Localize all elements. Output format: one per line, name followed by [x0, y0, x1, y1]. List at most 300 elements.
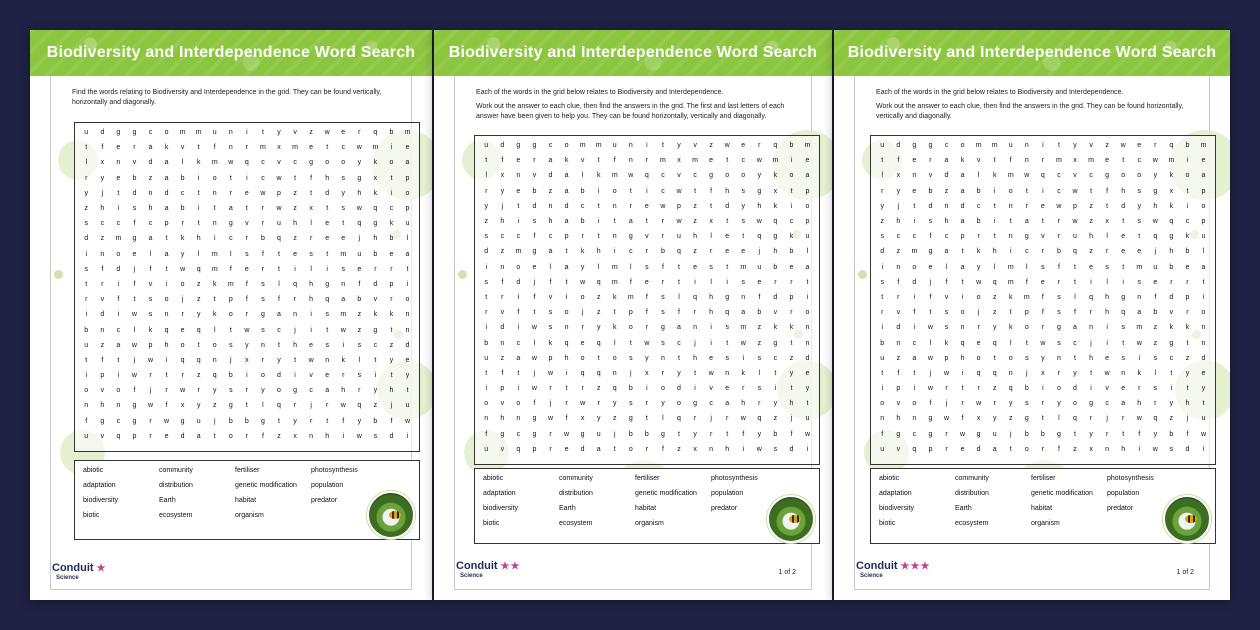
grid-letter[interactable]: w — [131, 372, 137, 380]
grid-letter[interactable]: w — [1200, 430, 1207, 438]
grid-letter[interactable]: r — [261, 205, 265, 213]
grid-letter[interactable]: y — [741, 202, 745, 210]
grid-letter[interactable]: e — [928, 263, 933, 271]
grid-letter[interactable]: e — [805, 369, 810, 377]
grid-letter[interactable]: k — [196, 159, 201, 167]
grid-letter[interactable]: i — [1138, 445, 1141, 453]
grid-letter[interactable]: h — [148, 205, 153, 213]
grid-letter[interactable]: t — [1202, 400, 1205, 408]
grid-letter[interactable]: a — [741, 309, 746, 317]
grid-letter[interactable]: y — [1041, 354, 1045, 362]
grid-letter[interactable]: g — [1056, 324, 1061, 332]
grid-letter[interactable]: t — [406, 265, 409, 273]
grid-letter[interactable]: o — [564, 309, 569, 317]
grid-letter[interactable]: j — [181, 296, 184, 304]
grid-letter[interactable]: y — [213, 387, 217, 395]
grid-letter[interactable]: b — [389, 129, 394, 137]
grid-letter[interactable]: y — [773, 400, 778, 408]
grid-letter[interactable]: h — [325, 432, 330, 440]
grid-letter[interactable]: o — [1008, 187, 1013, 195]
grid-letter[interactable]: g — [260, 417, 265, 425]
grid-letter[interactable]: h — [1089, 233, 1094, 241]
grid-letter[interactable]: b — [1185, 142, 1190, 150]
grid-letter[interactable]: k — [992, 172, 997, 180]
grid-letter[interactable]: t — [245, 402, 248, 410]
grid-letter[interactable]: w — [1136, 339, 1142, 347]
grid-letter[interactable]: w — [276, 205, 282, 213]
grid-letter[interactable]: w — [756, 445, 762, 453]
grid-letter[interactable]: o — [405, 189, 410, 197]
grid-letter[interactable]: v — [645, 233, 649, 241]
grid-letter[interactable]: r — [581, 233, 584, 241]
grid-letter[interactable]: d — [960, 202, 965, 210]
grid-letter[interactable]: e — [960, 445, 965, 453]
grid-letter[interactable]: r — [661, 278, 665, 286]
grid-letter[interactable]: c — [1025, 248, 1029, 256]
grid-letter[interactable]: r — [181, 372, 184, 380]
grid-letter[interactable]: n — [405, 326, 410, 334]
grid-letter[interactable]: l — [149, 250, 152, 258]
grid-letter[interactable]: e — [805, 157, 810, 165]
grid-letter[interactable]: n — [896, 339, 901, 347]
grid-letter[interactable]: g — [373, 220, 378, 228]
grid-letter[interactable]: i — [197, 174, 200, 182]
grid-letter[interactable]: n — [880, 415, 885, 423]
grid-letter[interactable]: d — [100, 129, 105, 137]
grid-letter[interactable]: e — [912, 157, 917, 165]
grid-letter[interactable]: f — [533, 233, 536, 241]
grid-letter[interactable]: b — [628, 430, 633, 438]
grid-letter[interactable]: j — [929, 278, 932, 286]
grid-letter[interactable]: n — [516, 415, 521, 423]
grid-letter[interactable]: i — [117, 205, 120, 213]
grid-letter[interactable]: p — [896, 385, 901, 393]
grid-letter[interactable]: u — [484, 354, 489, 362]
grid-letter[interactable]: t — [1009, 445, 1012, 453]
grid-letter[interactable]: t — [645, 415, 648, 423]
grid-letter[interactable]: m — [1023, 293, 1030, 301]
grid-letter[interactable]: b — [789, 142, 794, 150]
grid-letter[interactable]: e — [725, 233, 730, 241]
grid-letter[interactable]: r — [549, 445, 552, 453]
grid-letter[interactable]: x — [245, 356, 249, 364]
grid-letter[interactable]: q — [677, 415, 681, 423]
grid-letter[interactable]: r — [961, 400, 964, 408]
grid-letter[interactable]: l — [1202, 248, 1205, 256]
grid-letter[interactable]: u — [1008, 142, 1013, 150]
grid-letter[interactable]: r — [726, 415, 729, 423]
grid-letter[interactable]: k — [1185, 233, 1190, 241]
grid-letter[interactable]: f — [165, 402, 168, 410]
grid-letter[interactable]: l — [613, 339, 616, 347]
grid-letter[interactable]: t — [85, 280, 88, 288]
grid-letter[interactable]: f — [1025, 278, 1028, 286]
grid-letter[interactable]: q — [960, 339, 965, 347]
grid-letter[interactable]: e — [789, 263, 794, 271]
grid-letter[interactable]: p — [789, 293, 794, 301]
grid-letter[interactable]: t — [85, 356, 88, 364]
grid-letter[interactable]: d — [1185, 445, 1190, 453]
grid-letter[interactable]: h — [164, 341, 169, 349]
grid-letter[interactable]: j — [230, 356, 232, 364]
grid-letter[interactable]: i — [342, 432, 345, 440]
grid-letter[interactable]: b — [976, 187, 981, 195]
grid-letter[interactable]: g — [928, 248, 933, 256]
grid-letter[interactable]: s — [229, 341, 233, 349]
grid-letter[interactable]: a — [628, 218, 633, 226]
grid-letter[interactable]: c — [516, 430, 521, 438]
grid-letter[interactable]: w — [927, 324, 933, 332]
grid-letter[interactable]: w — [131, 311, 137, 319]
grid-letter[interactable]: s — [1121, 354, 1125, 362]
grid-letter[interactable]: c — [896, 233, 901, 241]
grid-letter[interactable]: i — [646, 142, 648, 150]
grid-letter[interactable]: q — [596, 339, 601, 347]
grid-letter[interactable]: s — [341, 174, 345, 182]
grid-letter[interactable]: o — [960, 142, 965, 150]
grid-letter[interactable]: t — [961, 385, 964, 393]
grid-letter[interactable]: g — [293, 387, 298, 395]
grid-letter[interactable]: k — [1137, 369, 1141, 377]
grid-letter[interactable]: m — [804, 142, 811, 150]
grid-letter[interactable]: o — [389, 159, 394, 167]
grid-letter[interactable]: f — [1057, 263, 1060, 271]
grid-letter[interactable]: g — [1169, 339, 1174, 347]
grid-letter[interactable]: a — [1121, 400, 1126, 408]
grid-letter[interactable]: r — [149, 372, 152, 380]
grid-letter[interactable]: r — [945, 430, 948, 438]
grid-letter[interactable]: h — [341, 387, 346, 395]
grid-letter[interactable]: a — [228, 205, 233, 213]
grid-letter[interactable]: f — [101, 265, 104, 273]
grid-letter[interactable]: j — [581, 309, 584, 317]
grid-letter[interactable]: r — [390, 265, 393, 273]
grid-letter[interactable]: b — [1153, 309, 1158, 317]
grid-letter[interactable]: p — [677, 202, 681, 210]
grid-letter[interactable]: w — [580, 278, 586, 286]
grid-letter[interactable]: b — [389, 235, 394, 243]
grid-letter[interactable]: l — [710, 233, 712, 241]
grid-letter[interactable]: f — [1041, 293, 1044, 301]
grid-letter[interactable]: p — [928, 445, 933, 453]
grid-letter[interactable]: m — [211, 159, 218, 167]
grid-letter[interactable]: q — [644, 172, 649, 180]
grid-letter[interactable]: i — [197, 205, 200, 213]
grid-letter[interactable]: u — [612, 142, 617, 150]
grid-letter[interactable]: l — [485, 172, 488, 180]
grid-letter[interactable]: f — [342, 417, 345, 425]
grid-letter[interactable]: i — [913, 385, 916, 393]
grid-letter[interactable]: y — [277, 129, 281, 137]
grid-letter[interactable]: q — [677, 248, 681, 256]
grid-letter[interactable]: r — [993, 400, 996, 408]
grid-letter[interactable]: t — [790, 187, 793, 195]
grid-letter[interactable]: t — [993, 233, 996, 241]
grid-letter[interactable]: p — [960, 233, 965, 241]
grid-letter[interactable]: c — [229, 235, 233, 243]
grid-letter[interactable]: j — [133, 265, 136, 273]
grid-letter[interactable]: n — [1024, 142, 1029, 150]
grid-letter[interactable]: n — [612, 233, 617, 241]
grid-letter[interactable]: w — [943, 369, 950, 377]
grid-letter[interactable]: a — [148, 235, 153, 243]
grid-letter[interactable]: e — [741, 248, 746, 256]
grid-letter[interactable]: q — [612, 385, 617, 393]
grid-letter[interactable]: h — [100, 205, 105, 213]
grid-letter[interactable]: l — [85, 159, 88, 167]
grid-letter[interactable]: t — [790, 385, 793, 393]
grid-letter[interactable]: f — [533, 400, 536, 408]
grid-letter[interactable]: k — [341, 356, 345, 364]
grid-letter[interactable]: m — [1056, 157, 1062, 165]
grid-letter[interactable]: c — [100, 220, 105, 228]
grid-letter[interactable]: l — [549, 263, 552, 271]
grid-letter[interactable]: t — [133, 296, 136, 304]
grid-letter[interactable]: g — [532, 142, 537, 150]
grid-letter[interactable]: y — [1201, 385, 1206, 393]
grid-letter[interactable]: g — [532, 430, 537, 438]
grid-letter[interactable]: h — [1121, 445, 1126, 453]
grid-letter[interactable]: i — [165, 280, 168, 288]
grid-letter[interactable]: x — [500, 172, 505, 180]
grid-letter[interactable]: j — [533, 369, 536, 377]
grid-letter[interactable]: s — [84, 220, 88, 228]
grid-letter[interactable]: r — [1041, 248, 1045, 256]
grid-letter[interactable]: d — [180, 432, 185, 440]
grid-letter[interactable]: u — [84, 129, 89, 137]
grid-letter[interactable]: n — [1137, 293, 1142, 301]
grid-letter[interactable]: h — [357, 189, 362, 197]
grid-letter[interactable]: k — [373, 189, 378, 197]
grid-letter[interactable]: c — [180, 189, 185, 197]
grid-letter[interactable]: i — [913, 324, 916, 332]
grid-letter[interactable]: g — [1024, 415, 1029, 423]
grid-letter[interactable]: t — [726, 218, 729, 226]
grid-letter[interactable]: l — [1154, 369, 1157, 377]
grid-letter[interactable]: y — [357, 159, 362, 167]
grid-letter[interactable]: i — [1106, 324, 1108, 332]
grid-letter[interactable]: e — [1153, 278, 1158, 286]
grid-letter[interactable]: o — [228, 311, 233, 319]
grid-letter[interactable]: r — [501, 293, 504, 301]
grid-letter[interactable]: e — [309, 144, 314, 152]
grid-letter[interactable]: q — [757, 415, 762, 423]
grid-letter[interactable]: m — [772, 157, 779, 165]
grid-letter[interactable]: t — [278, 250, 280, 258]
grid-letter[interactable]: t — [485, 157, 488, 165]
grid-letter[interactable]: m — [692, 157, 698, 165]
grid-letter[interactable]: b — [228, 417, 233, 425]
grid-letter[interactable]: t — [117, 356, 120, 364]
grid-letter[interactable]: w — [1024, 172, 1030, 180]
grid-letter[interactable]: r — [261, 356, 265, 364]
grid-letter[interactable]: r — [181, 311, 184, 319]
grid-letter[interactable]: r — [165, 387, 168, 395]
grid-letter[interactable]: i — [710, 339, 712, 347]
grid-letter[interactable]: p — [1201, 187, 1206, 195]
grid-letter[interactable]: h — [960, 354, 965, 362]
grid-letter[interactable]: j — [977, 309, 980, 317]
grid-letter[interactable]: z — [1153, 324, 1158, 332]
grid-letter[interactable]: u — [196, 417, 201, 425]
grid-letter[interactable]: r — [245, 144, 249, 152]
grid-letter[interactable]: r — [1105, 248, 1109, 256]
grid-letter[interactable]: h — [596, 248, 601, 256]
grid-letter[interactable]: k — [613, 293, 617, 301]
grid-letter[interactable]: c — [1105, 400, 1109, 408]
grid-letter[interactable]: o — [228, 432, 233, 440]
grid-letter[interactable]: l — [977, 172, 980, 180]
grid-letter[interactable]: q — [992, 369, 997, 377]
grid-letter[interactable]: n — [164, 311, 169, 319]
grid-letter[interactable]: l — [1058, 415, 1060, 423]
grid-letter[interactable]: t — [197, 341, 200, 349]
grid-letter[interactable]: f — [310, 174, 313, 182]
grid-letter[interactable]: g — [373, 326, 378, 334]
grid-letter[interactable]: i — [294, 372, 296, 380]
grid-letter[interactable]: s — [1057, 293, 1061, 301]
grid-letter[interactable]: e — [1121, 233, 1126, 241]
grid-letter[interactable]: y — [677, 369, 681, 377]
grid-letter[interactable]: d — [389, 432, 394, 440]
grid-letter[interactable]: y — [180, 250, 185, 258]
grid-letter[interactable]: u — [405, 402, 410, 410]
grid-letter[interactable]: m — [340, 311, 347, 319]
grid-letter[interactable]: p — [1073, 202, 1077, 210]
grid-letter[interactable]: h — [1105, 293, 1110, 301]
grid-letter[interactable]: i — [485, 263, 488, 271]
grid-letter[interactable]: g — [660, 324, 665, 332]
grid-letter[interactable]: z — [773, 415, 778, 423]
grid-letter[interactable]: t — [1106, 202, 1109, 210]
grid-letter[interactable]: h — [896, 218, 901, 226]
grid-letter[interactable]: r — [581, 324, 584, 332]
grid-letter[interactable]: z — [992, 293, 997, 301]
grid-letter[interactable]: s — [132, 205, 137, 213]
grid-letter[interactable]: g — [976, 430, 981, 438]
grid-letter[interactable]: s — [1153, 385, 1158, 393]
grid-letter[interactable]: n — [405, 311, 410, 319]
grid-letter[interactable]: t — [1074, 354, 1076, 362]
grid-letter[interactable]: f — [229, 265, 232, 273]
grid-letter[interactable]: y — [677, 142, 681, 150]
grid-letter[interactable]: d — [500, 142, 505, 150]
grid-letter[interactable]: x — [896, 172, 901, 180]
grid-letter[interactable]: x — [1105, 218, 1109, 226]
grid-letter[interactable]: f — [881, 430, 884, 438]
grid-letter[interactable]: w — [356, 205, 362, 213]
grid-letter[interactable]: n — [212, 356, 217, 364]
grid-letter[interactable]: t — [726, 157, 729, 165]
grid-letter[interactable]: p — [1201, 218, 1206, 226]
grid-letter[interactable]: g — [260, 311, 265, 319]
grid-letter[interactable]: y — [1153, 172, 1158, 180]
grid-letter[interactable]: c — [741, 157, 745, 165]
grid-letter[interactable]: o — [116, 387, 121, 395]
grid-letter[interactable]: i — [246, 129, 248, 137]
grid-letter[interactable]: o — [341, 159, 346, 167]
grid-letter[interactable]: x — [709, 218, 713, 226]
grid-letter[interactable]: n — [805, 324, 810, 332]
grid-letter[interactable]: a — [341, 296, 346, 304]
grid-letter[interactable]: u — [596, 430, 601, 438]
grid-letter[interactable]: f — [245, 296, 248, 304]
grid-letter[interactable]: p — [500, 385, 505, 393]
grid-letter[interactable]: n — [325, 356, 330, 364]
grid-letter[interactable]: o — [212, 174, 217, 182]
grid-letter[interactable]: n — [1089, 324, 1094, 332]
grid-letter[interactable]: y — [1153, 430, 1158, 438]
grid-letter[interactable]: g — [928, 415, 933, 423]
grid-letter[interactable]: g — [1089, 400, 1094, 408]
grid-letter[interactable]: z — [1089, 218, 1093, 226]
grid-letter[interactable]: h — [1121, 187, 1126, 195]
grid-letter[interactable]: r — [245, 311, 249, 319]
grid-letter[interactable]: f — [133, 220, 136, 228]
grid-letter[interactable]: o — [660, 385, 665, 393]
grid-letter[interactable]: c — [912, 339, 917, 347]
grid-letter[interactable]: m — [340, 250, 347, 258]
grid-letter[interactable]: t — [565, 385, 568, 393]
grid-letter[interactable]: u — [880, 142, 885, 150]
grid-letter[interactable]: y — [196, 402, 201, 410]
grid-letter[interactable]: q — [1121, 309, 1126, 317]
grid-letter[interactable]: b — [1169, 430, 1174, 438]
grid-letter[interactable]: r — [897, 293, 900, 301]
grid-letter[interactable]: u — [805, 415, 810, 423]
grid-letter[interactable]: j — [758, 248, 761, 256]
grid-letter[interactable]: g — [228, 220, 233, 228]
grid-letter[interactable]: e — [325, 372, 330, 380]
grid-letter[interactable]: a — [564, 172, 569, 180]
grid-letter[interactable]: i — [806, 293, 809, 301]
grid-letter[interactable]: w — [147, 356, 154, 364]
grid-letter[interactable]: x — [1169, 187, 1174, 195]
grid-letter[interactable]: f — [645, 293, 648, 301]
grid-letter[interactable]: w — [228, 159, 234, 167]
grid-letter[interactable]: h — [709, 293, 714, 301]
grid-letter[interactable]: e — [244, 189, 249, 197]
grid-letter[interactable]: s — [245, 250, 249, 258]
grid-letter[interactable]: w — [1104, 369, 1110, 377]
grid-letter[interactable]: q — [357, 402, 362, 410]
grid-letter[interactable]: e — [1089, 263, 1094, 271]
grid-letter[interactable]: e — [912, 187, 917, 195]
grid-letter[interactable]: f — [245, 280, 248, 288]
grid-letter[interactable]: z — [693, 248, 697, 256]
grid-letter[interactable]: i — [1186, 157, 1189, 165]
grid-letter[interactable]: y — [100, 174, 105, 182]
grid-letter[interactable]: t — [1009, 218, 1012, 226]
grid-letter[interactable]: y — [596, 415, 601, 423]
grid-letter[interactable]: w — [404, 417, 411, 425]
grid-letter[interactable]: z — [1169, 415, 1174, 423]
grid-letter[interactable]: s — [84, 265, 88, 273]
grid-letter[interactable]: w — [1120, 142, 1126, 150]
grid-letter[interactable]: r — [581, 385, 584, 393]
grid-letter[interactable]: n — [341, 280, 346, 288]
grid-letter[interactable]: g — [1153, 187, 1158, 195]
grid-letter[interactable]: m — [1007, 278, 1014, 286]
grid-letter[interactable]: k — [213, 280, 217, 288]
grid-letter[interactable]: b — [789, 248, 794, 256]
grid-letter[interactable]: m — [211, 265, 218, 273]
grid-letter[interactable]: w — [340, 402, 346, 410]
grid-letter[interactable]: q — [1073, 415, 1077, 423]
grid-letter[interactable]: o — [912, 263, 917, 271]
grid-letter[interactable]: c — [1089, 172, 1093, 180]
grid-letter[interactable]: w — [1152, 445, 1158, 453]
